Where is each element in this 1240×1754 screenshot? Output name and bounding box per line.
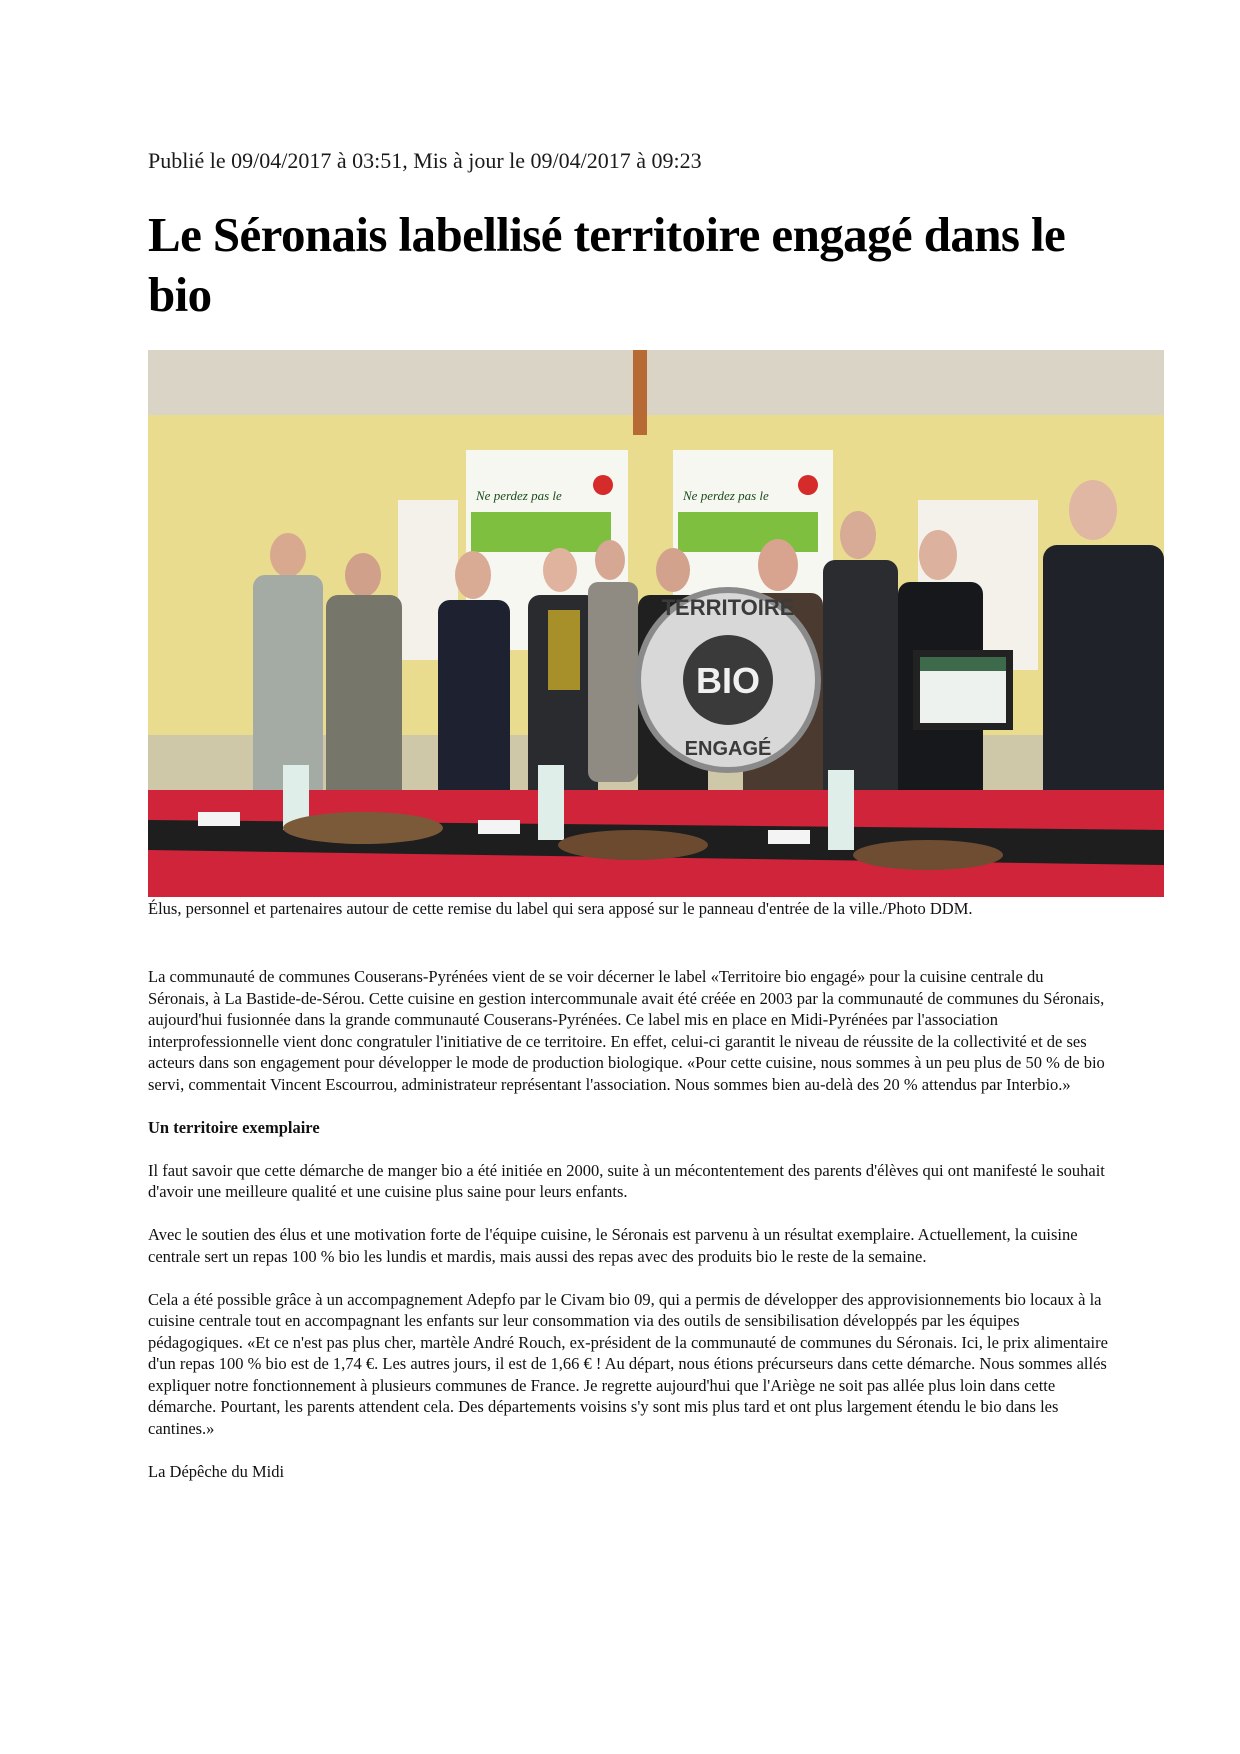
photo-cups xyxy=(828,770,854,850)
photo-caption: Élus, personnel et partenaires autour de cette remise du label qui sera apposé sur le panneau d'entrée de la ville./Photo DDM. xyxy=(148,899,973,918)
photo-banner-text: Ne perdez pas le xyxy=(683,488,769,503)
article-paragraph: La communauté de communes Couserans-Pyrénées vient de se voir décerner le label «Territoire bio engagé» pour la cuisine centrale du Séronais, à La Bastide-de-Sérou. Cette cuisine en gestion intercommunale avait été créée en 2003 par la communauté de communes du Séronais, aujourd'hui fusionnée dans la grande communauté Couserans-Pyrénées. Ce label mis en place en Midi-Pyrénées par l'association interprofessionnelle vient donc congratuler l'initiative de ce territoire. En effet, celui-ci garantit le niveau de réussite de la collectivité et de ses acteurs dans son engagement pour développer le mode de production biologique. «Pour cette cuisine, nous sommes à un peu plus de 50 % de bio servi, commentait Vincent Escourrou, administrateur représentant l'association. Nous sommes bien au-delà des 20 % attendus par Interbio.» xyxy=(148,967,1105,1094)
article-paragraph: Avec le soutien des élus et une motivation forte de l'équipe cuisine, le Séronais est parvenu à un résultat exemplaire. Actuellement, la cuisine centrale sert un repas 100 % bio les lundis et mardis, mais aussi des repas avec des produits bio le reste de la semaine. xyxy=(148,1225,1078,1266)
photo-image-icon xyxy=(148,350,1164,897)
rooster-icon xyxy=(798,475,818,495)
territoire-bio-engage-sign xyxy=(638,590,818,770)
article-paragraph: Il faut savoir que cette démarche de manger bio a été initiée en 2000, suite à un mécontentement des parents d'élèves qui ont manifesté le souhait d'avoir une meilleure qualité et une cuisine plus saine pour leurs enfants. xyxy=(148,1160,1105,1201)
rooster-icon xyxy=(593,475,613,495)
article-subheading: Un territoire exemplaire xyxy=(148,1117,320,1137)
photo-banner-green xyxy=(471,512,611,552)
svg-text:TERRITOIRE: TERRITOIRE xyxy=(661,595,795,620)
article-source: La Dépêche du Midi xyxy=(148,1461,285,1481)
publication-meta: Publié le 09/04/2017 à 03:51, Mis à jour le 09/04/2017 à 09:23 xyxy=(148,148,702,173)
article-paragraph: Cela a été possible grâce à un accompagnement Adepfo par le Civam bio 09, qui a permis de développer des approvisionnements bio locaux à la cuisine centrale tout en accompagnant les enfants sur leur consommation via des outils de sensibilisation développés par les équipes pédagogiques. «Et ce n'est pas plus cher, martèle André Rouch, ex-président de la communauté de communes du Séronais. Ici, le prix alimentaire d'un repas 100 % bio est de 1,74 €. Les autres jours, il est de 1,66 € ! Au départ, nous étions précurseurs dans cette démarche. Nous sommes allés expliquer notre fonctionnement à plusieurs communes de France. Je regrette aujourd'hui que l'Ariège ne soit pas allée plus loin dans cette démarche. Pourtant, les parents attendent cela. Des départements voisins s'y sont mis plus tard et ont plus largement étendu le bio dans les cantines.» xyxy=(148,1289,1108,1438)
photo-platter xyxy=(853,840,1003,870)
photo-cups xyxy=(538,765,564,840)
article-body xyxy=(148,966,1108,1504)
photo-platter xyxy=(558,830,708,860)
article-title: Le Séronais labellisé territoire engagé dans le bio xyxy=(148,207,1066,322)
photo-platter xyxy=(283,812,443,844)
svg-text:BIO: BIO xyxy=(695,660,761,701)
photo-banner-green xyxy=(678,512,818,552)
photo-ceiling xyxy=(148,350,1164,415)
photo-banner-text: Ne perdez pas le xyxy=(476,488,562,503)
photo-beam xyxy=(633,350,647,435)
svg-text:ENGAGÉ: ENGAGÉ xyxy=(684,738,772,760)
article-photo xyxy=(148,350,1164,897)
